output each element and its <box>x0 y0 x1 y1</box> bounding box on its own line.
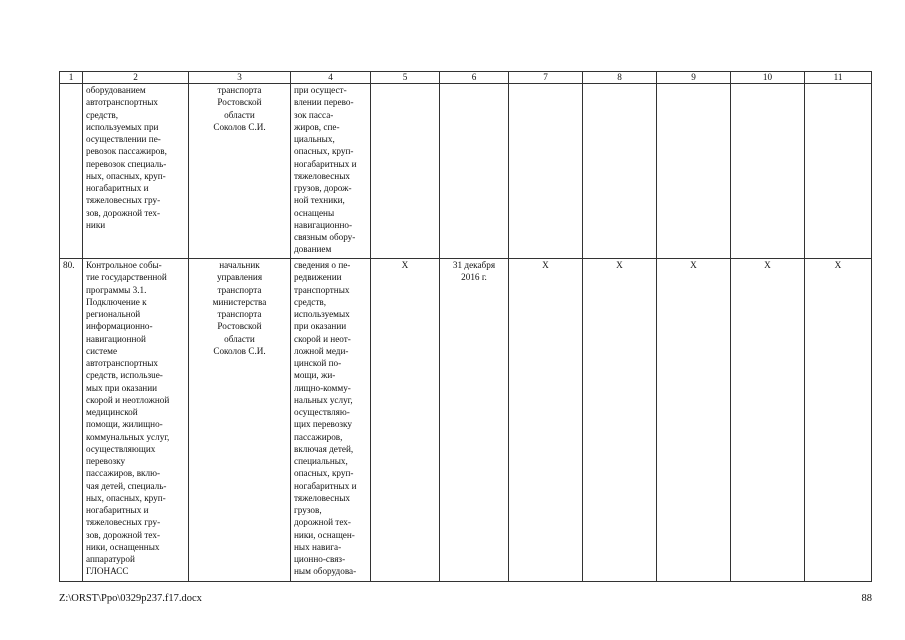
column-number-header: 7 <box>509 72 583 84</box>
plan-table <box>59 71 872 582</box>
table-cell-mark: X <box>371 259 440 582</box>
table-cell <box>440 84 509 259</box>
table-cell-mark: X <box>509 259 583 582</box>
deadline-cell: 31 декабря 2016 г. <box>440 259 509 582</box>
expected-result-cell: при осущест- влении перево- зок пасса- жиров, спе- циальных, опасных, круп- ногабаритных и тяжеловесных грузов, дорож- ной техники, оснащены навигационно- связным обору- дованием <box>291 84 371 259</box>
table-cell <box>371 84 440 259</box>
table-cell <box>509 84 583 259</box>
table-cell <box>805 84 872 259</box>
row-number-cell <box>60 84 83 259</box>
row-number-cell: 80. <box>60 259 83 582</box>
table-row-continuation <box>60 84 872 259</box>
table-cell <box>731 84 805 259</box>
responsible-person-cell: начальник управления транспорта министерства транспорта Ростовской области Соколов С.И. <box>189 259 291 582</box>
table-row-80 <box>60 259 872 582</box>
column-number-row <box>60 72 872 84</box>
column-number-header: 1 <box>60 72 83 84</box>
column-number-header: 3 <box>189 72 291 84</box>
table-cell-mark: X <box>731 259 805 582</box>
responsible-person-cell: транспорта Ростовской области Соколов С.И. <box>189 84 291 259</box>
event-description-cell: Контрольное собы- тие государственной программы 3.1. Подключение к региональной информационно- навигационной системе автотранспортных средств, использue- мых при оказании скорой и неотложной медицинской помощи, жилищно- коммунальных услуг, осуществляющих перевозку пассажиров, вклю- чая детей, специаль- ных, опасных, круп- ногабаритных и тяжеловесных гру- зов, дорожной тех- ники, оснащенных аппаратурой ГЛОНАСС <box>83 259 189 582</box>
column-number-header: 11 <box>805 72 872 84</box>
page-number: 88 <box>861 593 872 604</box>
column-number-header: 8 <box>583 72 657 84</box>
column-number-header: 9 <box>657 72 731 84</box>
table-cell <box>657 84 731 259</box>
column-number-header: 4 <box>291 72 371 84</box>
table-cell <box>583 84 657 259</box>
event-description-cell: оборудованием автотранспортных средств, используемых при осуществлении пе- ревозок пассажиров, перевозок специаль- ных, опасных, круп- ногабаритных и тяжеловесных гру- зов, дорожной тех- ники <box>83 84 189 259</box>
footer-file-path: Z:\ORST\Ppo\0329p237.f17.docx <box>59 593 202 604</box>
table-cell-mark: X <box>583 259 657 582</box>
column-number-header: 10 <box>731 72 805 84</box>
column-number-header: 5 <box>371 72 440 84</box>
table-cell-mark: X <box>805 259 872 582</box>
column-number-header: 6 <box>440 72 509 84</box>
table-cell-mark: X <box>657 259 731 582</box>
expected-result-cell: сведения о пе- редвижении транспортных средств, используемых при оказании скорой и неот- ложной меди- цинской по- мощи, жи- лищно-комму- нальных услуг, осуществляю- щих перевозку пассажиров, включая детей, специальных, опасных, круп- ногабаритных и тяжеловесных грузов, дорожной тех- ники, оснащен- ных навига- ционно-связ- ным оборудова- <box>291 259 371 582</box>
column-number-header: 2 <box>83 72 189 84</box>
